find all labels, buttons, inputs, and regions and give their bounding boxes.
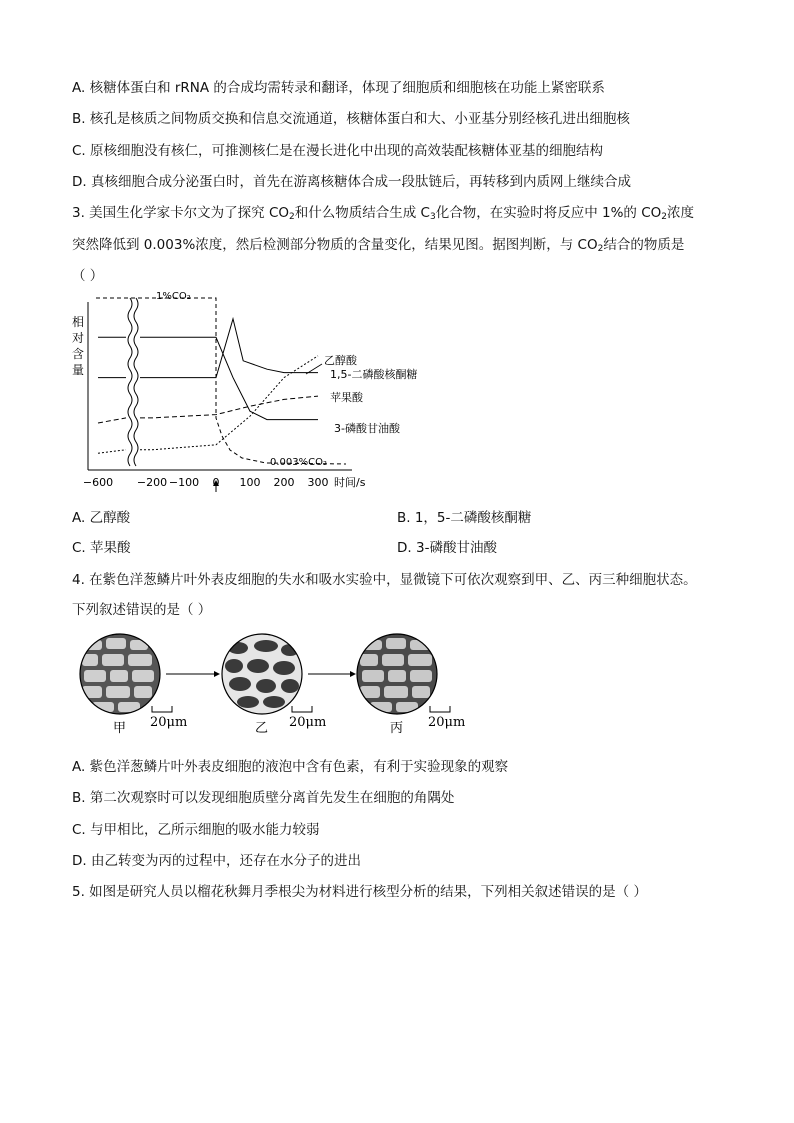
- series-line-4: [98, 337, 318, 419]
- x-tick-label: 300: [307, 476, 329, 489]
- q3-stem-line1: 3. 美国生化学家卡尔文为了探究 $CO_2$和什么物质结合生成 $C_3$化合物，在实验时将反应中 1%的 $CO_2$浓度: [72, 205, 694, 222]
- q3-option-a: A. 乙醇酸: [72, 510, 131, 526]
- q3-chart: [66, 288, 426, 492]
- q3-option-c: C. 苹果酸: [72, 540, 131, 556]
- co2-high-label: 1%CO₂: [156, 291, 191, 302]
- x-tick-label: 200: [273, 476, 295, 489]
- q4-option-a: A. 紫色洋葱鳞片叶外表皮细胞的液泡中含有色素，有利于实验现象的观察: [72, 759, 509, 775]
- co2-low-label: 0.003%CO₂: [270, 457, 327, 468]
- x-tick-label: −100: [168, 476, 200, 489]
- panel-label-yi: 乙: [255, 721, 269, 736]
- co2-level-line: [96, 298, 346, 464]
- series-label-3: 苹果酸: [330, 391, 363, 404]
- panel-label-bing: 丙: [390, 721, 404, 736]
- y-axis-label-char-2: 对: [72, 331, 85, 345]
- arrow-jia-to-yi-head: [214, 671, 220, 677]
- q4-stem-line2: 下列叙述错误的是（ ）: [72, 602, 212, 618]
- x-tick-label: 0: [212, 476, 220, 489]
- x-tick-label: 100: [239, 476, 261, 489]
- q4-stem-line1: 4. 在紫色洋葱鳞片叶外表皮细胞的失水和吸水实验中，显微镜下可依次观察到甲、乙、丙三种细胞状态。: [72, 572, 697, 588]
- q3-answer-paren: （ ）: [72, 268, 104, 284]
- y-axis-label-char-3: 含: [72, 347, 85, 361]
- axis-break-left: [128, 298, 132, 466]
- q2-option-a: A. 核糖体蛋白和 rRNA 的合成均需转录和翻译，体现了细胞质和细胞核在功能上紧密联系: [72, 80, 605, 96]
- q4-cell-figure: [70, 632, 480, 742]
- q4-option-d: D. 由乙转变为丙的过程中，还存在水分子的进出: [72, 853, 361, 869]
- q5-stem-line1: 5. 如图是研究人员以榴花秋舞月季根尖为材料进行核型分析的结果，下列相关叙述错误的是（ ）: [72, 884, 647, 900]
- scale-label-bing: 20μm: [428, 715, 466, 730]
- x-tick-label: −600: [82, 476, 114, 489]
- axis-break-right: [134, 298, 138, 466]
- q2-option-b: B. 核孔是核质之间物质交换和信息交流通道，核糖体蛋白和大、小亚基分别经核孔进出细胞核: [72, 111, 630, 127]
- series-label-2: 1,5-二磷酸核酮糖: [330, 368, 418, 381]
- x-axis-label: 时间/s: [334, 476, 366, 489]
- q3-stem-line2: 突然降低到 0.003%浓度，然后检测部分物质的含量变化，结果见图。据图判断，与 $CO_2$结合的物质是: [72, 237, 685, 254]
- scale-label-yi: 20μm: [289, 715, 327, 730]
- series-label-4: 3-磷酸甘油酸: [334, 422, 400, 435]
- scale-bar-yi: [292, 706, 312, 712]
- q3-option-b: B. 1，5-二磷酸核酮糖: [397, 510, 532, 526]
- y-axis-label-char-1: 相: [72, 315, 85, 329]
- arrow-yi-to-bing-head: [350, 671, 356, 677]
- q2-option-d: D. 真核细胞合成分泌蛋白时，首先在游离核糖体合成一段肽链后，再转移到内质网上继续合成: [72, 174, 631, 190]
- x-tick-label: −200: [136, 476, 168, 489]
- panel-label-jia: 甲: [113, 721, 127, 736]
- q4-option-b: B. 第二次观察时可以发现细胞质壁分离首先发生在细胞的角隅处: [72, 790, 455, 806]
- q4-option-c: C. 与甲相比，乙所示细胞的吸水能力较弱: [72, 822, 320, 838]
- q2-option-c: C. 原核细胞没有核仁，可推测核仁是在漫长进化中出现的高效装配核糖体亚基的细胞结构: [72, 143, 604, 159]
- q3-option-d: D. 3-磷酸甘油酸: [397, 540, 497, 556]
- series-label-1: 乙醇酸: [324, 354, 357, 367]
- scale-bar-jia: [152, 706, 172, 712]
- scale-bar-bing: [430, 706, 450, 712]
- scale-label-jia: 20μm: [150, 715, 188, 730]
- y-axis-label-char-4: 量: [72, 363, 85, 377]
